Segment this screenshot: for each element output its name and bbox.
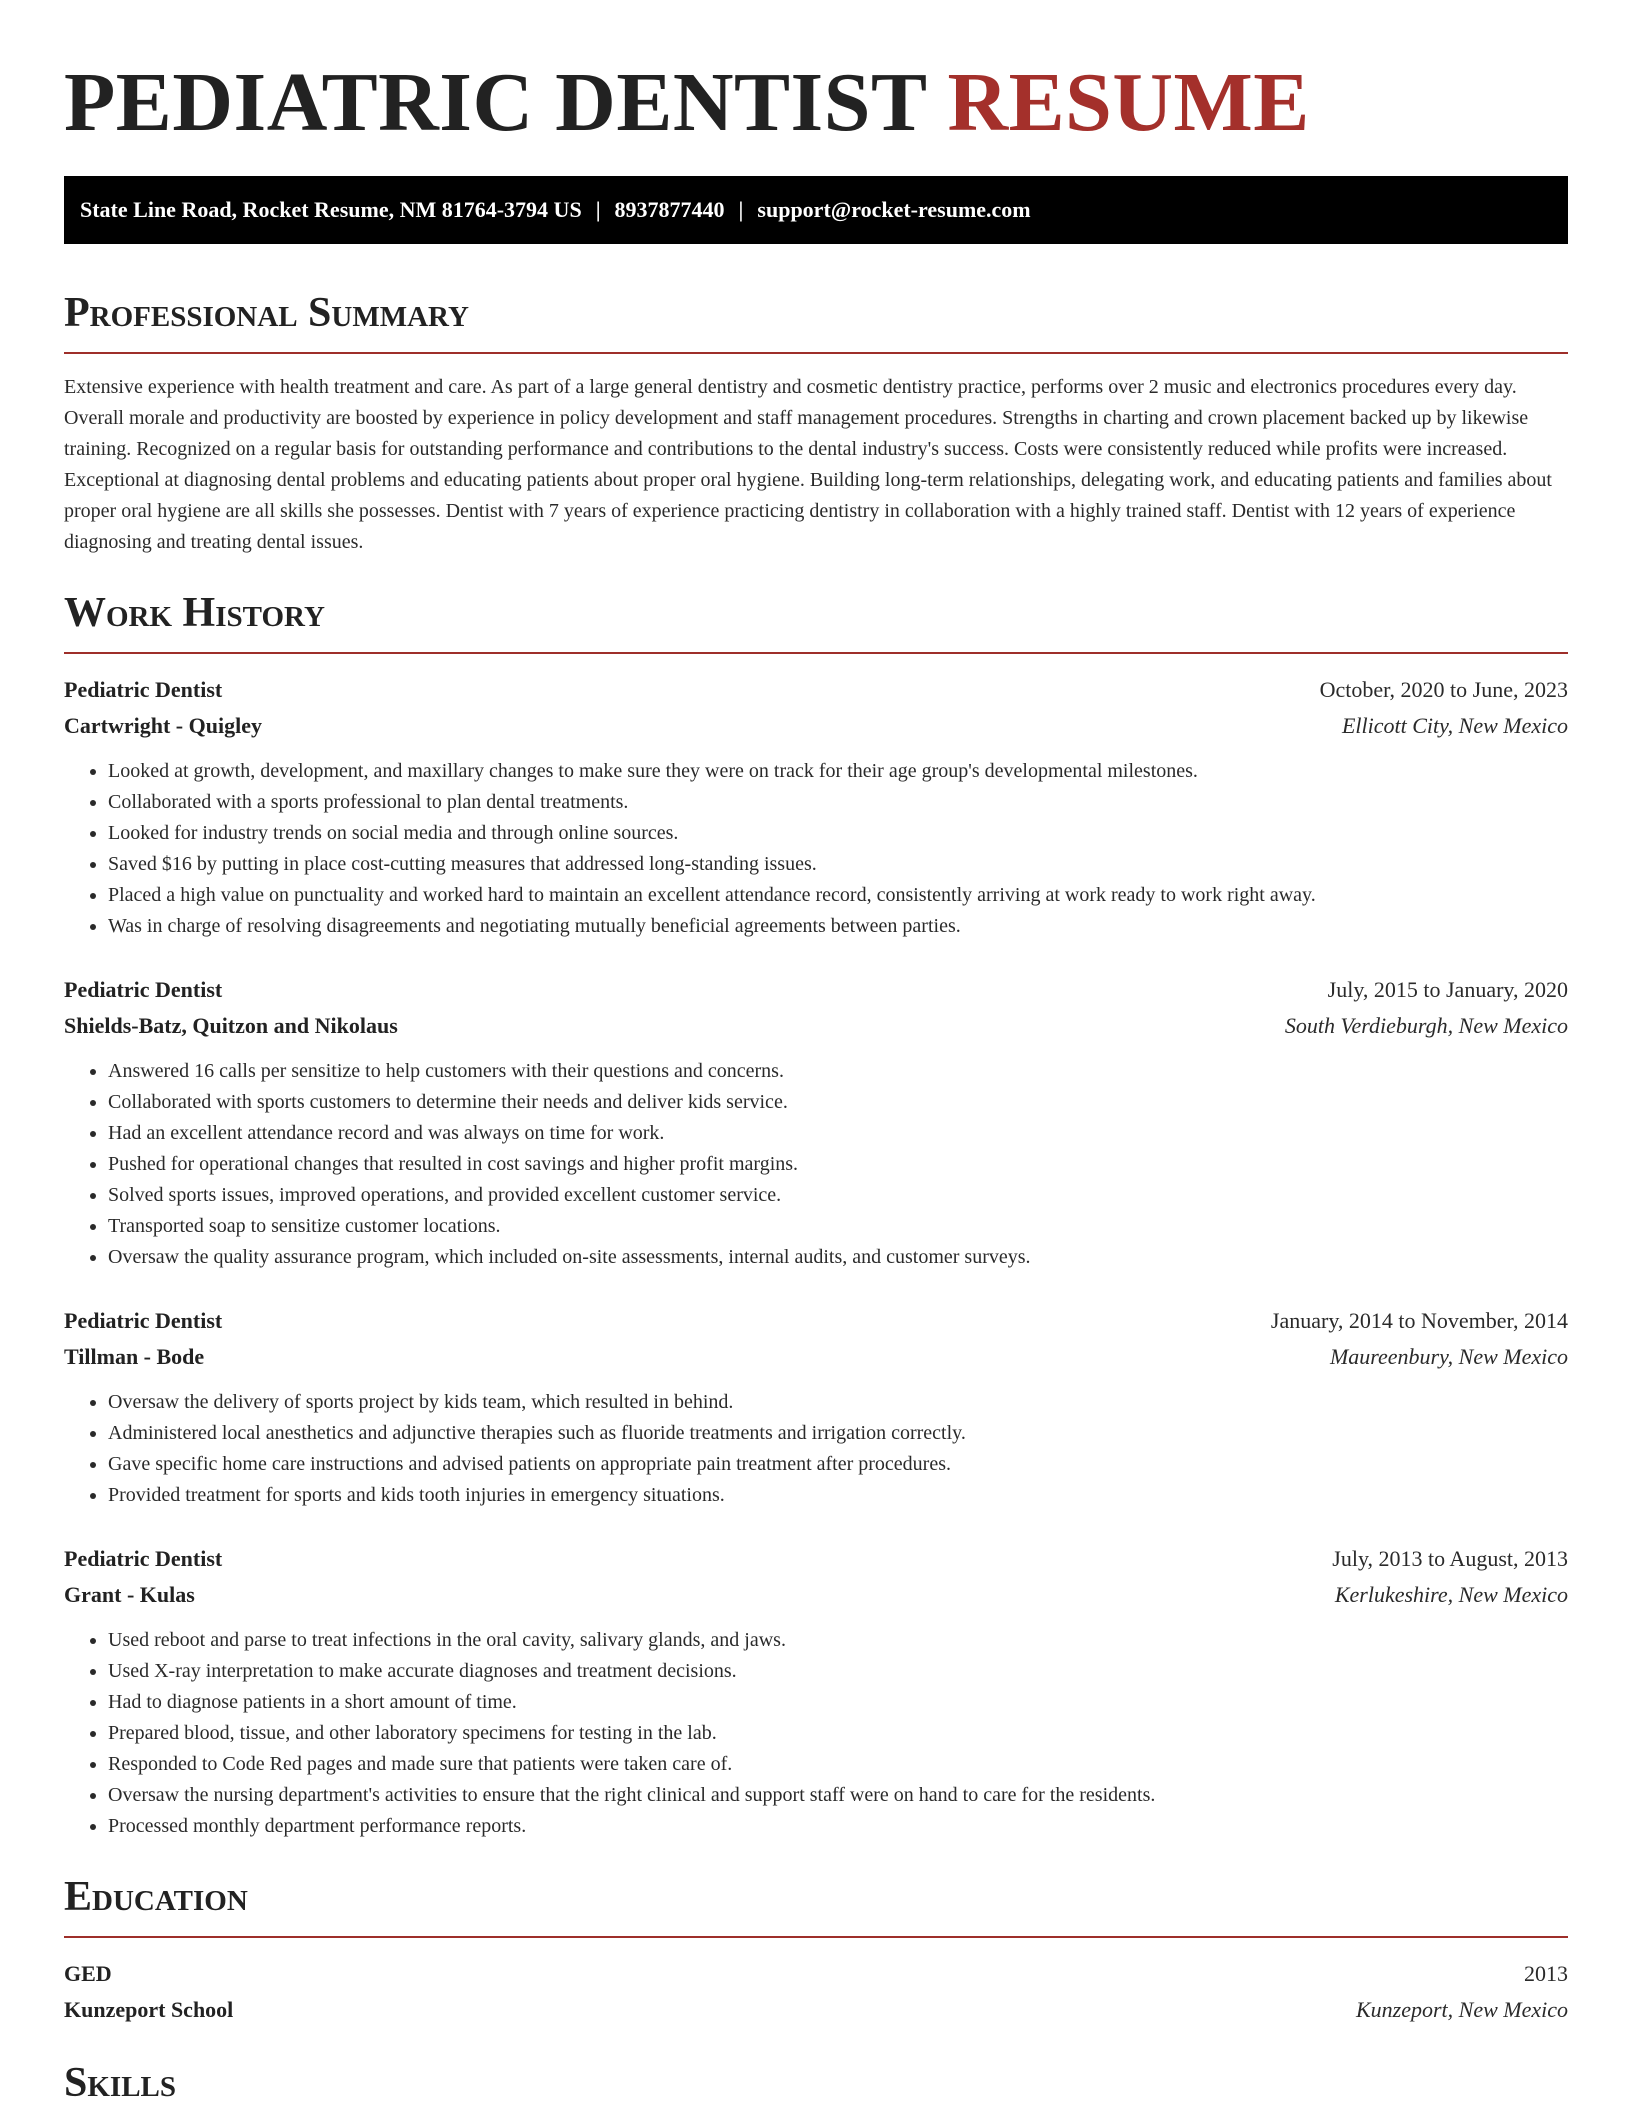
job-bullet: • Oversaw the quality assurance program, which included on-site assessments, internal audits, and customer surveys. bbox=[108, 1242, 1568, 1273]
job-bullet: • Was in charge of resolving disagreements and negotiating mutually beneficial agreements between parties. bbox=[108, 911, 1568, 942]
education-school-row bbox=[64, 1992, 1568, 2028]
contact-bar bbox=[64, 176, 1568, 244]
job-location: Maureenbury, New Mexico bbox=[1329, 1344, 1568, 1369]
job-dates: October, 2020 to June, 2023 bbox=[1319, 677, 1568, 702]
job-dates: July, 2013 to August, 2013 bbox=[1332, 1546, 1568, 1571]
job-company: Shields-Batz, Quitzon and Nikolaus bbox=[64, 1013, 398, 1038]
contact-separator: | bbox=[595, 197, 601, 222]
job-entry bbox=[64, 672, 1568, 942]
job-entry bbox=[64, 1303, 1568, 1511]
job-company-row bbox=[64, 1339, 1568, 1375]
job-bullet: • Administered local anesthetics and adjunctive therapies such as fluoride treatments and irrigation correctly. bbox=[108, 1418, 1568, 1449]
job-header-row bbox=[64, 1303, 1568, 1339]
job-bullet: • Prepared blood, tissue, and other laboratory specimens for testing in the lab. bbox=[108, 1718, 1568, 1749]
contact-address: State Line Road, Rocket Resume, NM 81764-3794 US bbox=[80, 197, 582, 222]
job-bullet: • Had an excellent attendance record and was always on time for work. bbox=[108, 1118, 1568, 1149]
job-bullet: • Saved $16 by putting in place cost-cutting measures that addressed long-standing issues. bbox=[108, 849, 1568, 880]
job-bullet: • Collaborated with a sports professional to plan dental treatments. bbox=[108, 787, 1568, 818]
title-accent: RESUME bbox=[947, 56, 1310, 149]
job-company: Grant - Kulas bbox=[64, 1582, 195, 1607]
education-degree: GED bbox=[64, 1961, 112, 1986]
job-title: Pediatric Dentist bbox=[64, 677, 223, 702]
job-bullet: • Processed monthly department performance reports. bbox=[108, 1811, 1568, 1842]
job-header-row bbox=[64, 1541, 1568, 1577]
job-location: Ellicott City, New Mexico bbox=[1341, 713, 1568, 738]
job-bullets bbox=[64, 1387, 1568, 1511]
job-dates: July, 2015 to January, 2020 bbox=[1327, 977, 1568, 1002]
title-main: PEDIATRIC DENTIST bbox=[64, 56, 926, 149]
job-title: Pediatric Dentist bbox=[64, 977, 223, 1002]
job-bullet: • Had to diagnose patients in a short amount of time. bbox=[108, 1687, 1568, 1718]
job-company-row bbox=[64, 1577, 1568, 1613]
job-title: Pediatric Dentist bbox=[64, 1546, 223, 1571]
job-bullet: • Answered 16 calls per sensitize to help customers with their questions and concerns. bbox=[108, 1056, 1568, 1087]
job-bullet: • Pushed for operational changes that resulted in cost savings and higher profit margins. bbox=[108, 1149, 1568, 1180]
summary-heading: Professional Summary bbox=[64, 288, 1568, 354]
job-bullet: • Gave specific home care instructions and advised patients on appropriate pain treatment after procedures. bbox=[108, 1449, 1568, 1480]
job-bullet: • Oversaw the nursing department's activities to ensure that the right clinical and support staff were on hand to care for the residents. bbox=[108, 1780, 1568, 1811]
education-school: Kunzeport School bbox=[64, 1997, 234, 2022]
job-bullet: • Transported soap to sensitize customer locations. bbox=[108, 1211, 1568, 1242]
job-bullet: • Provided treatment for sports and kids tooth injuries in emergency situations. bbox=[108, 1480, 1568, 1511]
job-company: Cartwright - Quigley bbox=[64, 713, 262, 738]
contact-email: support@rocket-resume.com bbox=[757, 197, 1031, 222]
job-bullets bbox=[64, 1056, 1568, 1273]
education-heading: Education bbox=[64, 1872, 1568, 1938]
contact-phone: 8937877440 bbox=[614, 197, 725, 222]
education-degree-row bbox=[64, 1956, 1568, 1992]
job-location: South Verdieburgh, New Mexico bbox=[1284, 1013, 1568, 1038]
job-bullet: • Used X-ray interpretation to make accurate diagnoses and treatment decisions. bbox=[108, 1656, 1568, 1687]
job-entry bbox=[64, 1541, 1568, 1842]
job-header-row bbox=[64, 672, 1568, 708]
job-entry bbox=[64, 972, 1568, 1273]
job-bullets bbox=[64, 756, 1568, 942]
education-entry bbox=[64, 1956, 1568, 2028]
education-location: Kunzeport, New Mexico bbox=[1355, 1997, 1568, 2022]
contact-separator: | bbox=[738, 197, 744, 222]
job-company: Tillman - Bode bbox=[64, 1344, 205, 1369]
job-dates: January, 2014 to November, 2014 bbox=[1270, 1308, 1568, 1333]
job-bullet: • Looked at growth, development, and maxillary changes to make sure they were on track for their age group's developmental milestones. bbox=[108, 756, 1568, 787]
job-company-row bbox=[64, 1008, 1568, 1044]
job-bullet: • Placed a high value on punctuality and worked hard to maintain an excellent attendance record, consistently arriving at work ready to work right away. bbox=[108, 880, 1568, 911]
work-history-heading: Work History bbox=[64, 588, 1568, 654]
job-bullet: • Used reboot and parse to treat infections in the oral cavity, salivary glands, and jaws. bbox=[108, 1625, 1568, 1656]
job-bullet: • Looked for industry trends on social media and through online sources. bbox=[108, 818, 1568, 849]
education-year: 2013 bbox=[1524, 1961, 1568, 1986]
job-company-row bbox=[64, 708, 1568, 744]
job-bullets bbox=[64, 1625, 1568, 1842]
job-bullet: • Collaborated with sports customers to determine their needs and deliver kids service. bbox=[108, 1087, 1568, 1118]
skills-heading: Skills bbox=[64, 2060, 177, 2106]
summary-text: Extensive experience with health treatment and care. As part of a large general dentistry and cosmetic dentistry practice, performs over 2 music and electronics procedures every day. Overall morale and productivity are boosted by experience in policy development and staff management procedures. Strengths in charting and crown placement backed up by likewise training. Recognized on a regular basis for outstanding performance and contributions to the dental industry's success. Costs were consistently reduced while profits were increased. Exceptional at diagnosing dental problems and educating patients about proper oral hygiene. Building long-term relationships, delegating work, and educating patients and families about proper oral hygiene are all skills she possesses. Dentist with 7 years of experience practicing dentistry in collaboration with a highly trained staff. Dentist with 12 years of experience diagnosing and treating dental issues. bbox=[64, 376, 1552, 553]
job-title: Pediatric Dentist bbox=[64, 1308, 223, 1333]
job-bullet: • Oversaw the delivery of sports project by kids team, which resulted in behind. bbox=[108, 1387, 1568, 1418]
job-location: Kerlukeshire, New Mexico bbox=[1334, 1582, 1568, 1607]
job-bullet: • Solved sports issues, improved operations, and provided excellent customer service. bbox=[108, 1180, 1568, 1211]
job-bullet: • Responded to Code Red pages and made sure that patients were taken care of. bbox=[108, 1749, 1568, 1780]
job-header-row bbox=[64, 972, 1568, 1008]
resume-title bbox=[64, 0, 1568, 148]
